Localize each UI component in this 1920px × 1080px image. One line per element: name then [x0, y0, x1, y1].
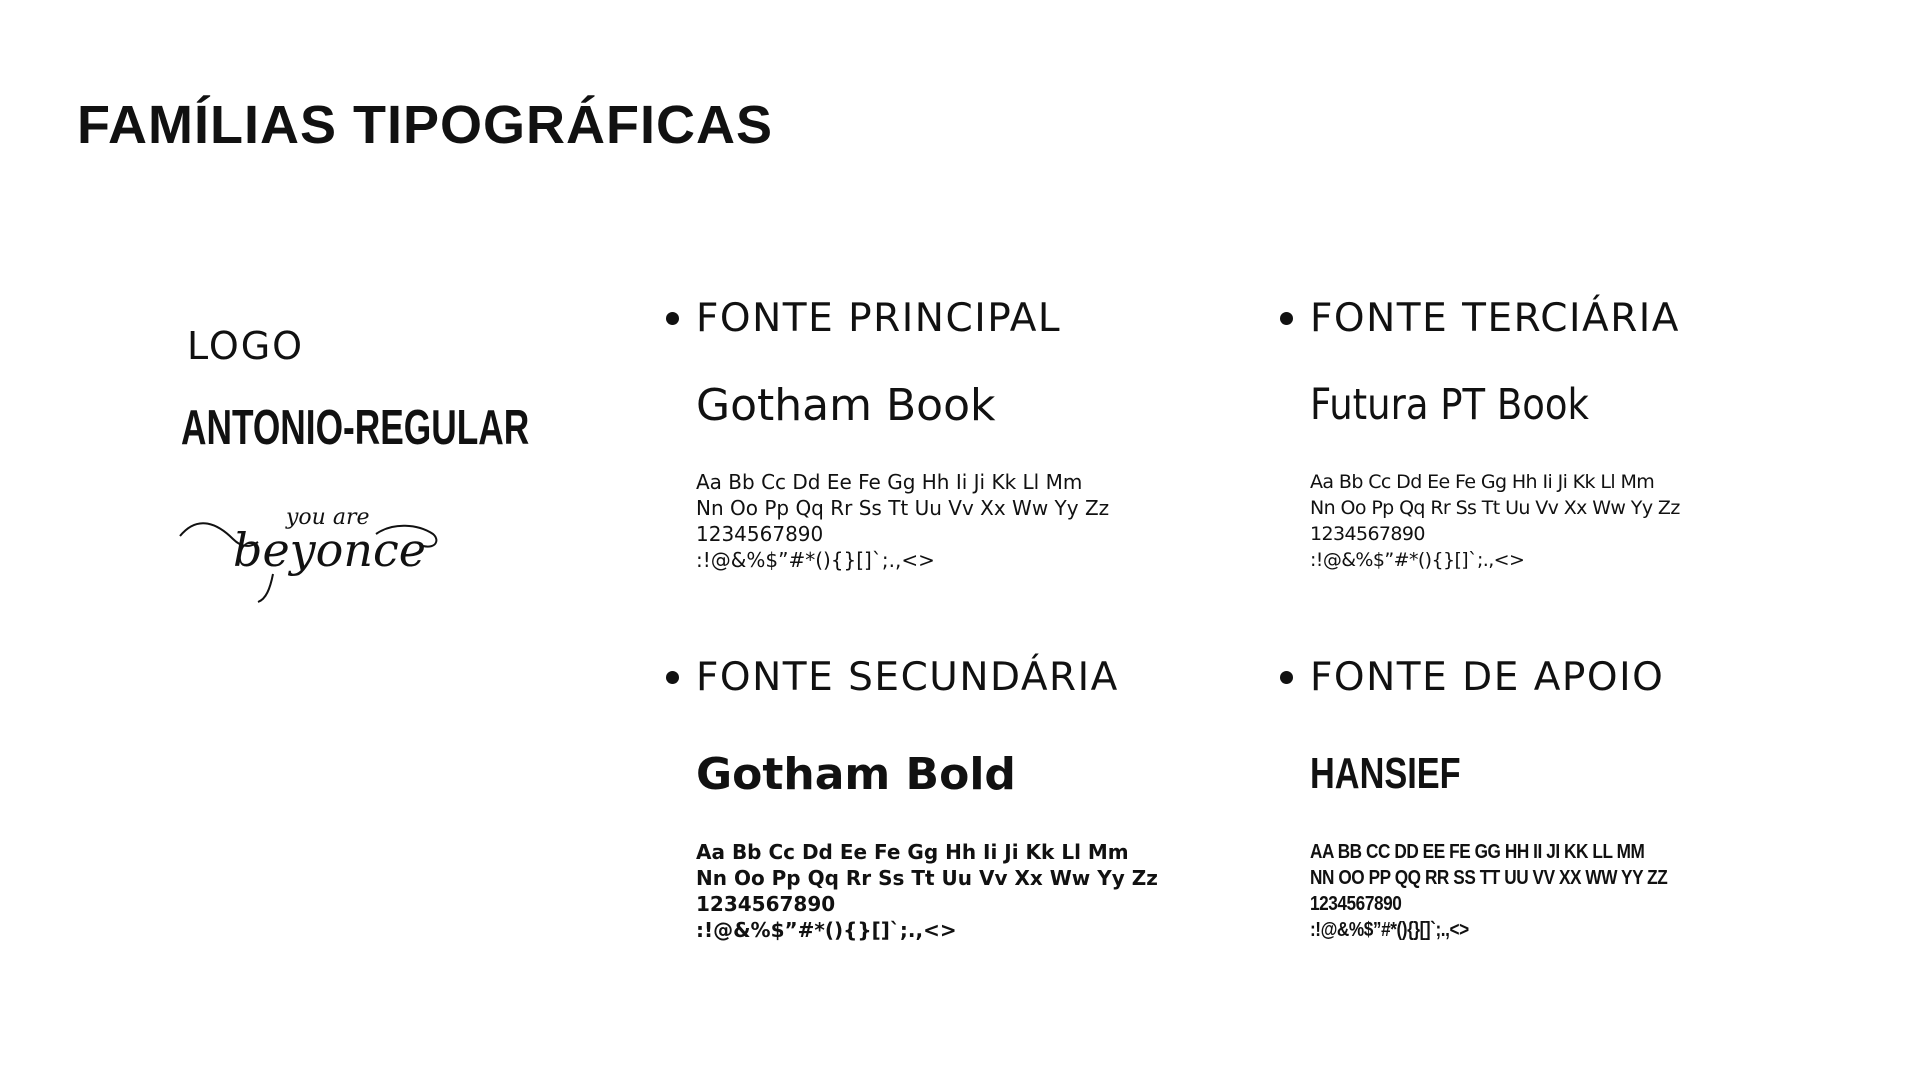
sample-line: Aa Bb Cc Dd Ee Fe Gg Hh Ii Ji Kk Ll Mm — [696, 470, 1083, 494]
sample-line: :!@&%$”#*(){}[]`;.,<> — [1310, 919, 1469, 941]
bullet-icon — [1280, 671, 1293, 684]
font-sample — [1310, 839, 1667, 943]
font-sample — [1310, 469, 1680, 573]
font-heading: FONTE SECUNDÁRIA — [696, 655, 1119, 700]
logo-font-name: ANTONIO-REGULAR — [181, 401, 530, 455]
bullet-icon — [1280, 312, 1293, 325]
sample-line: NN OO PP QQ RR SS TT UU VV XX WW YY ZZ — [1310, 867, 1668, 889]
bullet-icon — [666, 312, 679, 325]
sample-line: 1234567890 — [1310, 893, 1402, 915]
sample-line: 1234567890 — [696, 892, 836, 916]
font-name: Futura PT Book — [1310, 380, 1589, 430]
logo-mark-large-text: beyonce — [233, 523, 426, 577]
page-title: FAMÍLIAS TIPOGRÁFICAS — [77, 95, 773, 155]
sample-line: AA BB CC DD EE FE GG HH II JI KK LL MM — [1310, 841, 1645, 863]
font-name: Gotham Book — [696, 380, 996, 431]
sample-line: Nn Oo Pp Qq Rr Ss Tt Uu Vv Xx Ww Yy Zz — [696, 496, 1110, 520]
font-name: Gotham Bold — [696, 749, 1016, 800]
font-heading-row — [1280, 296, 1680, 341]
sample-line: :!@&%$”#*(){}[]`;.,<> — [696, 548, 935, 572]
beyonce-logo-mark — [178, 494, 448, 604]
font-heading: FONTE PRINCIPAL — [696, 296, 1062, 341]
sample-line: Aa Bb Cc Dd Ee Fe Gg Hh Ii Ji Kk Ll Mm — [1310, 471, 1655, 493]
font-heading: FONTE TERCIÁRIA — [1310, 296, 1680, 341]
font-heading-row — [666, 655, 1119, 700]
font-heading-row — [666, 296, 1061, 341]
font-name: HANSIEF — [1310, 749, 1461, 798]
font-heading: FONTE DE APOIO — [1310, 655, 1665, 700]
sample-line: :!@&%$”#*(){}[]`;.,<> — [696, 918, 957, 942]
sample-line: 1234567890 — [696, 522, 824, 546]
logo-mark-small-text: you are — [286, 505, 370, 530]
font-sample — [696, 469, 1109, 573]
font-sample — [696, 839, 1158, 943]
sample-line: Nn Oo Pp Qq Rr Ss Tt Uu Vv Xx Ww Yy Zz — [1310, 497, 1680, 519]
bullet-icon — [666, 671, 679, 684]
sample-line: Aa Bb Cc Dd Ee Fe Gg Hh Ii Ji Kk Ll Mm — [696, 840, 1129, 864]
sample-line: Nn Oo Pp Qq Rr Ss Tt Uu Vv Xx Ww Yy Zz — [696, 866, 1158, 890]
font-heading-row — [1280, 655, 1664, 700]
sample-line: :!@&%$”#*(){}[]`;.,<> — [1310, 549, 1525, 571]
sample-line: 1234567890 — [1310, 523, 1425, 545]
logo-label: LOGO — [187, 324, 305, 368]
